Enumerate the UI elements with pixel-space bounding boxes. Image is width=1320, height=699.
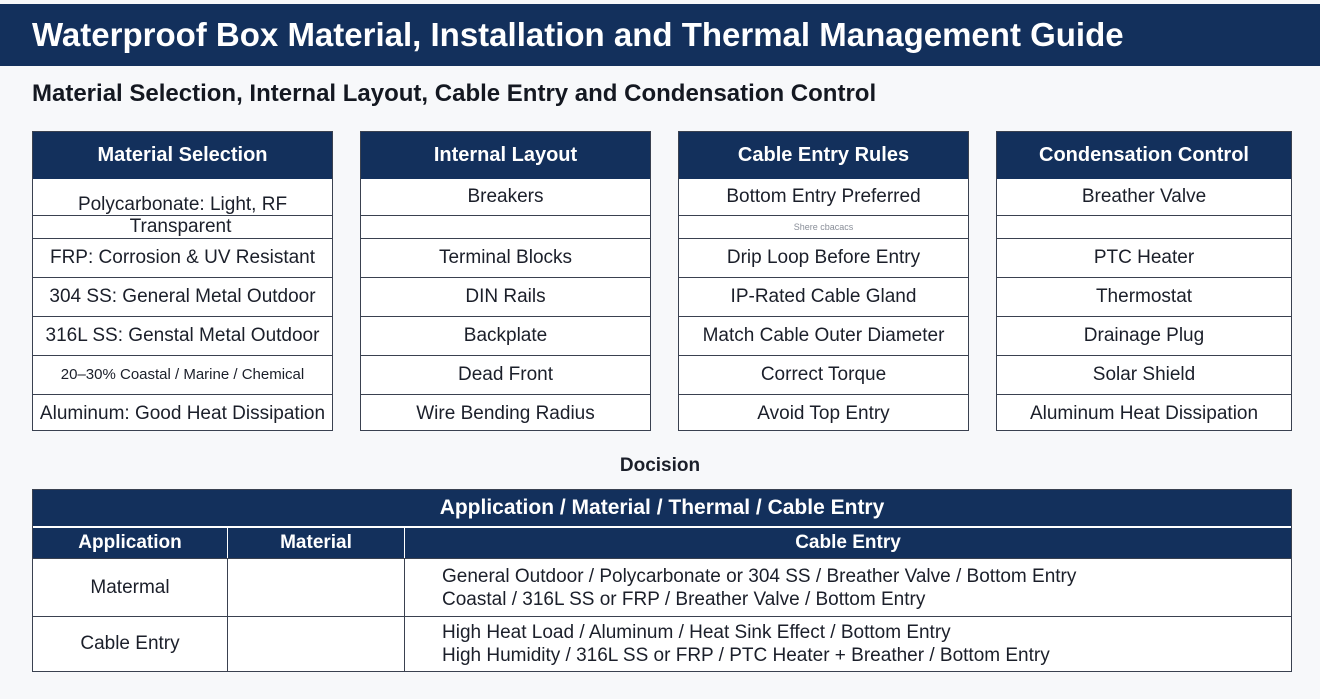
column-cell	[361, 215, 650, 238]
table-cell-line: General Outdoor / Polycarbonate or 304 SS / Breather Valve / Bottom Entry	[442, 565, 1077, 587]
table-cell-cable-entry	[405, 559, 1291, 616]
material-selection-column	[32, 131, 333, 431]
column-header: Condensation Control	[997, 132, 1291, 179]
table-cell-application: Cable Entry	[33, 617, 228, 671]
column-cell: Aluminum: Good Heat Dissipation	[33, 394, 332, 432]
column-cell: 316L SS: Genstal Metal Outdoor	[33, 316, 332, 355]
column-cell: Bottom Entry Preferred	[726, 186, 921, 208]
column-header: Internal Layout	[361, 132, 650, 179]
column-header: Material Selection	[33, 132, 332, 179]
column-header: Cable Entry Rules	[679, 132, 968, 179]
column-cell: Wire Bending Radius	[361, 394, 650, 432]
column-cell: Correct Torque	[679, 355, 968, 394]
table-row	[33, 616, 1291, 671]
column-cell: 20–30% Coastal / Marine / Chemical	[33, 355, 332, 394]
column-cell: Aluminum Heat Dissipation	[997, 394, 1291, 432]
column-cell: Polycarbonate: Light, RF	[77, 193, 288, 215]
column-cell: Transparent	[33, 215, 332, 238]
table-cell-line: Coastal / 316L SS or FRP / Breather Valve / Bottom Entry	[442, 588, 926, 610]
column-cell: Backplate	[361, 316, 650, 355]
column-cell: Breakers	[467, 186, 544, 208]
table-cell-application: Matermal	[33, 559, 228, 616]
decision-label: Docision	[619, 455, 701, 476]
column-cell: Solar Shield	[997, 355, 1291, 394]
condensation-control-column	[996, 131, 1292, 431]
decision-table	[32, 489, 1292, 672]
column-cell: DIN Rails	[361, 277, 650, 316]
table-header-row	[33, 526, 1291, 558]
table-cell-cable-entry	[405, 617, 1291, 671]
column-cell: Avoid Top Entry	[679, 394, 968, 432]
column-cell: Drip Loop Before Entry	[679, 238, 968, 277]
column-cell: Match Cable Outer Diameter	[679, 316, 968, 355]
table-header-cable-entry: Cable Entry	[795, 532, 901, 553]
internal-layout-column	[360, 131, 651, 431]
column-cell: Terminal Blocks	[361, 238, 650, 277]
column-cell	[997, 215, 1291, 238]
table-header-application: Application	[33, 528, 228, 558]
column-cell: PTC Heater	[997, 238, 1291, 277]
table-header-material: Material	[228, 528, 405, 558]
column-cell: Shere cbacacs	[679, 215, 968, 238]
column-cell: Dead Front	[361, 355, 650, 394]
cable-entry-rules-column	[678, 131, 969, 431]
table-cell-line: High Humidity / 316L SS or FRP / PTC Heater + Breather / Bottom Entry	[442, 645, 1050, 666]
column-cell: Breather Valve	[1081, 186, 1207, 208]
table-cell-line: High Heat Load / Aluminum / Heat Sink Effect / Bottom Entry	[442, 622, 951, 643]
column-cell: Thermostat	[997, 277, 1291, 316]
table-row	[33, 558, 1291, 616]
table-title: Application / Material / Thermal / Cable Entry	[33, 490, 1291, 526]
table-cell-material	[228, 559, 405, 616]
table-cell-material	[228, 617, 405, 671]
column-cell: IP-Rated Cable Gland	[679, 277, 968, 316]
page-subtitle: Material Selection, Internal Layout, Cable Entry and Condensation Control	[32, 80, 877, 107]
column-cell: Drainage Plug	[997, 316, 1291, 355]
page-title: Waterproof Box Material, Installation and Thermal Management Guide	[0, 4, 1320, 66]
column-cell: FRP: Corrosion & UV Resistant	[33, 238, 332, 277]
column-cell: 304 SS: General Metal Outdoor	[33, 277, 332, 316]
